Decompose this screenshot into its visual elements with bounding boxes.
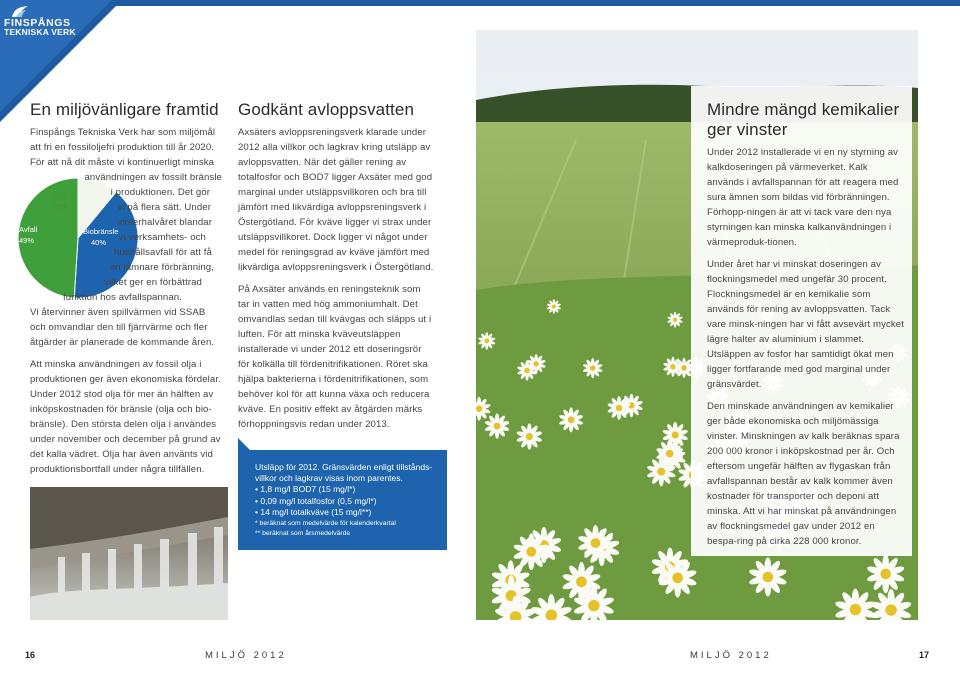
info-item-kvave: • 14 mg/l totalkväve (15 mg/l**) [255, 507, 372, 517]
water-outflow-photo [30, 487, 228, 620]
right-heading-line-2: ger vinster [707, 120, 788, 139]
right-heading-line-1: Mindre mängd kemikalier [707, 100, 900, 119]
left-heading: En miljövänligare framtid [30, 100, 219, 119]
wrap-line: vi verksamhets- och [118, 232, 206, 243]
footer-title-right: MILJÖ 2012 [690, 650, 772, 661]
pie-pct-olja: 11% [52, 202, 67, 211]
wrap-line: i produktionen. Det gör [110, 187, 210, 198]
left-paragraph-1-rest: Vi återvinner även spillvärmen vid SSAB och omvandlar den till fjärrvärme och fler åtgärder är planerade de kommande åren. [30, 307, 215, 348]
wrap-line: vinterhalvåret blandar [117, 217, 212, 228]
pie-pct-bio: 40% [91, 238, 107, 247]
info-intro: Utsläpp för 2012. Gränsvärden enligt tillstånds-villkor och lagkrav visas inom parentes. [255, 462, 433, 483]
brand-logo[interactable] [4, 19, 76, 37]
logo-line-2: TEKNISKA VERK [4, 27, 76, 37]
middle-paragraph-2: På Axsäter används en reningsteknik som tar in vatten med hög ammoniumhalt. Det omvandlas sedan till kvävgas och släpps ut i luften. För att minska kväveutsläppen installerade vi under 2012 ett doseringsrör för kolkälla till fördenitrifikationen. Röret ska hjälpa bakterierna i fördenitrifikationen, som behöver kol för att kunna växa och reducera kväve. En positiv effekt av åtgärden märks förhoppningsvis redan under 2013. [238, 284, 432, 430]
right-heading [707, 100, 907, 140]
right-paragraph-2: Under året har vi minskat doseringen av flockningsmedel med ungefär 30 procent. Flockningsmedel är en kemikalie som används för rening av avloppsvatten. Tack vare minsk-ningen har vi fått avsevärt mycket lägre halter av aluminium i slammet. Utsläppen av fosfor har samtidigt ökat men ligger fortfarande med god marginal under gränsvärdet. [707, 259, 904, 390]
logo-line-1: FINSPÅNGS [4, 17, 71, 29]
pie-label-olja: Olja [52, 192, 66, 201]
wrap-line: vilket ger en förbättrad [104, 277, 202, 288]
right-paragraph-1: Under 2012 installerade vi en ny styrning av kalkdoseringen på värmeverket. Kalk används i avfallspannan för att reagera med sura ämnen som bildas vid förbränningen. Förhopp-ningen är att vi tack vare den nya styrningen kan minska kalkanvändningen i värmeproduk-tionen. [707, 147, 899, 248]
info-note-1: * beräknat som medelvärde för kalenderkvartal [255, 519, 396, 527]
left-paragraphs [30, 305, 223, 477]
pie-label-bio: Biobränsle [83, 227, 119, 236]
top-bar [0, 0, 960, 6]
footer-title-left: MILJÖ 2012 [205, 650, 287, 661]
middle-text [238, 125, 434, 432]
info-item-fosfor: • 0,09 mg/l totalfosfor (0,5 mg/l*) [255, 495, 377, 506]
left-paragraph-2: Att minska användningen av fossil olja i produktionen ger även ekonomiska fördelar. Under 2012 stod olja för mer än hälften av inköpskostnaden för bränsle (olja och bio-bränsle). Den största delen olja i användes under november och december på grund av det kalla vädret. Olja har även använts vid produktionsbortfall under några tillfällen. [30, 359, 221, 475]
right-text [707, 145, 904, 549]
info-note-2: ** beräknat som årsmedelvärde [255, 529, 351, 537]
wrap-line: en jämnare förbränning, [109, 262, 214, 273]
right-paragraph-3: Den minskade användningen av kemikalier ger både ekonomiska och miljömässiga vinster. Minskningen av kalk beräknas spara 200 000 kronor i inköpskostnad per år. Och eftersom ungefär hälften av flygaskan från avfallspannan består av kalk kommer även kostnader för transporter och deponi att minska. Att vi har minskat på användningen av flockningsmedel gav under 2012 en bespa-ring på cirka 228 000 kronor. [707, 401, 900, 547]
wrap-line: funktion hos avfallspannan. [63, 292, 182, 303]
middle-paragraph-1: Axsäters avloppsreningsverk klarade under 2012 alla villkor och lagkrav kring utsläpp av avloppsvatten. När det gäller rening av totalfosfor och BOD7 ligger Axsäter med god marginal under utsläppsvillkoren och bra till jämfört med likvärdiga avloppsreningsverk i Östergötland. För kväve ligger vi strax under utsläppsvillkoret. Dock ligger vi något under medel för reningsgrad av kväve jämfört med likvärdiga avloppsreningsverk i Östergötland. [238, 127, 434, 273]
wrap-line: vi på flera sätt. Under [117, 202, 211, 213]
intro-line-1: Finspångs Tekniska Verk har som miljömål [30, 127, 216, 138]
intro-line-2: att fri en fossiloljefri produktion till år 2020. [30, 142, 215, 153]
info-item-bod7: • 1,8 mg/l BOD7 (15 mg/l*) [255, 484, 356, 494]
wrap-line: användningen av fossilt bränsle [84, 172, 222, 183]
info-box-corner [238, 438, 250, 450]
intro-line-3: För att nå dit måste vi kontinuerligt minska [30, 157, 215, 168]
middle-heading: Godkänt avloppsvatten [238, 100, 414, 119]
left-wrap-text [0, 170, 222, 305]
page-number-left: 16 [25, 650, 36, 660]
pie-label-avfall: Avfall [19, 225, 38, 234]
emissions-info-box [238, 450, 447, 550]
left-intro [30, 125, 220, 170]
pie-pct-avfall: 49% [19, 236, 35, 245]
page-number-right: 17 [919, 650, 930, 660]
wrap-line: hushållsavfall för att få [114, 247, 212, 258]
